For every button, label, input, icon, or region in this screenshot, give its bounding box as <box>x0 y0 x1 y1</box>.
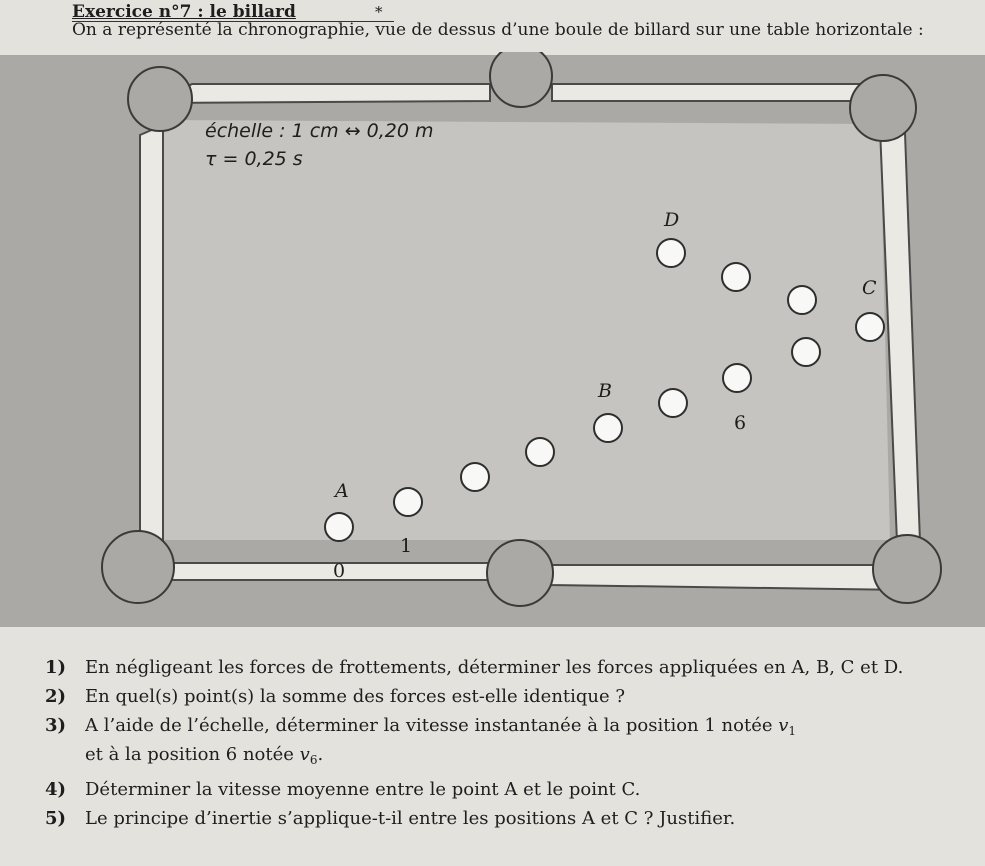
question-text: Déterminer la vitesse moyenne entre le point A et le point C. <box>85 779 641 800</box>
symbol-v6-subscript: 6 <box>309 753 318 767</box>
point-label-D: D <box>664 209 680 231</box>
pocket-bottom-right <box>873 535 941 603</box>
position-label-6: 6 <box>734 412 747 434</box>
pocket-top-left <box>128 67 192 131</box>
symbol-v1-letter: v <box>778 715 789 736</box>
question-5 <box>45 807 965 830</box>
ball-position-4 <box>594 414 622 442</box>
table-playing-field <box>150 120 890 540</box>
point-label-A: A <box>335 480 349 502</box>
question-1 <box>45 656 965 679</box>
ball-position-9 <box>788 286 816 314</box>
question-text: En négligeant les forces de frottements, déterminer les forces appliquées en A, B, C et D. <box>85 657 904 678</box>
pocket-bottom-middle <box>487 540 553 606</box>
question-3-text-c: . <box>317 744 324 765</box>
question-number: 2) <box>45 686 67 707</box>
ball-position-0 <box>325 513 353 541</box>
position-label-0: 0 <box>333 560 346 582</box>
question-3-text-b: et à la position 6 notée <box>85 744 300 765</box>
rail-left <box>140 125 163 540</box>
symbol-v1-subscript: 1 <box>788 724 797 738</box>
pocket-top-right <box>850 75 916 141</box>
pocket-bottom-left <box>102 531 174 603</box>
question-text: En quel(s) point(s) la somme des forces est-elle identique ? <box>85 686 626 707</box>
question-3 <box>45 714 965 772</box>
question-3-text-a: A l’aide de l’échelle, déterminer la vitesse instantanée à la position 1 notée <box>85 715 779 736</box>
question-text <box>85 714 965 772</box>
question-number: 1) <box>45 657 67 678</box>
ball-position-8 <box>856 313 884 341</box>
ball-position-2 <box>461 463 489 491</box>
question-number: 3) <box>45 715 67 736</box>
question-2 <box>45 685 965 708</box>
symbol-v6 <box>300 744 318 765</box>
position-label-1: 1 <box>400 535 413 557</box>
difficulty-star: * <box>375 3 383 21</box>
scale-label: échelle : 1 cm ↔ 0,20 m <box>205 120 434 142</box>
rail-bottom-left <box>158 563 490 580</box>
point-label-B: B <box>598 380 612 402</box>
exercise-intro: On a représenté la chronographie, vue de dessus d’une boule de billard sur une table horizontale : <box>72 20 924 40</box>
ball-position-5 <box>659 389 687 417</box>
exercise-title <box>72 2 296 22</box>
point-label-C: C <box>862 277 877 299</box>
ball-position-1 <box>394 488 422 516</box>
question-text: Le principe d’inertie s’applique-t-il entre les positions A et C ? Justifier. <box>85 808 736 829</box>
exercise-title-text: Exercice n°7 : le billard <box>72 2 296 22</box>
tau-label: τ = 0,25 s <box>205 148 303 170</box>
questions-list <box>45 656 965 836</box>
ball-position-6 <box>723 364 751 392</box>
symbol-v1 <box>778 715 796 736</box>
ball-position-7 <box>792 338 820 366</box>
ball-position-11 <box>657 239 685 267</box>
question-4 <box>45 778 965 801</box>
rail-top-right <box>552 84 882 101</box>
ball-position-3 <box>526 438 554 466</box>
rail-bottom-right <box>550 565 912 590</box>
symbol-v6-letter: v <box>299 744 310 765</box>
rail-top-left <box>158 84 490 103</box>
question-number: 5) <box>45 808 67 829</box>
ball-position-10 <box>722 263 750 291</box>
billiard-table-figure <box>0 52 985 632</box>
pocket-top-middle <box>490 52 552 107</box>
question-number: 4) <box>45 779 67 800</box>
